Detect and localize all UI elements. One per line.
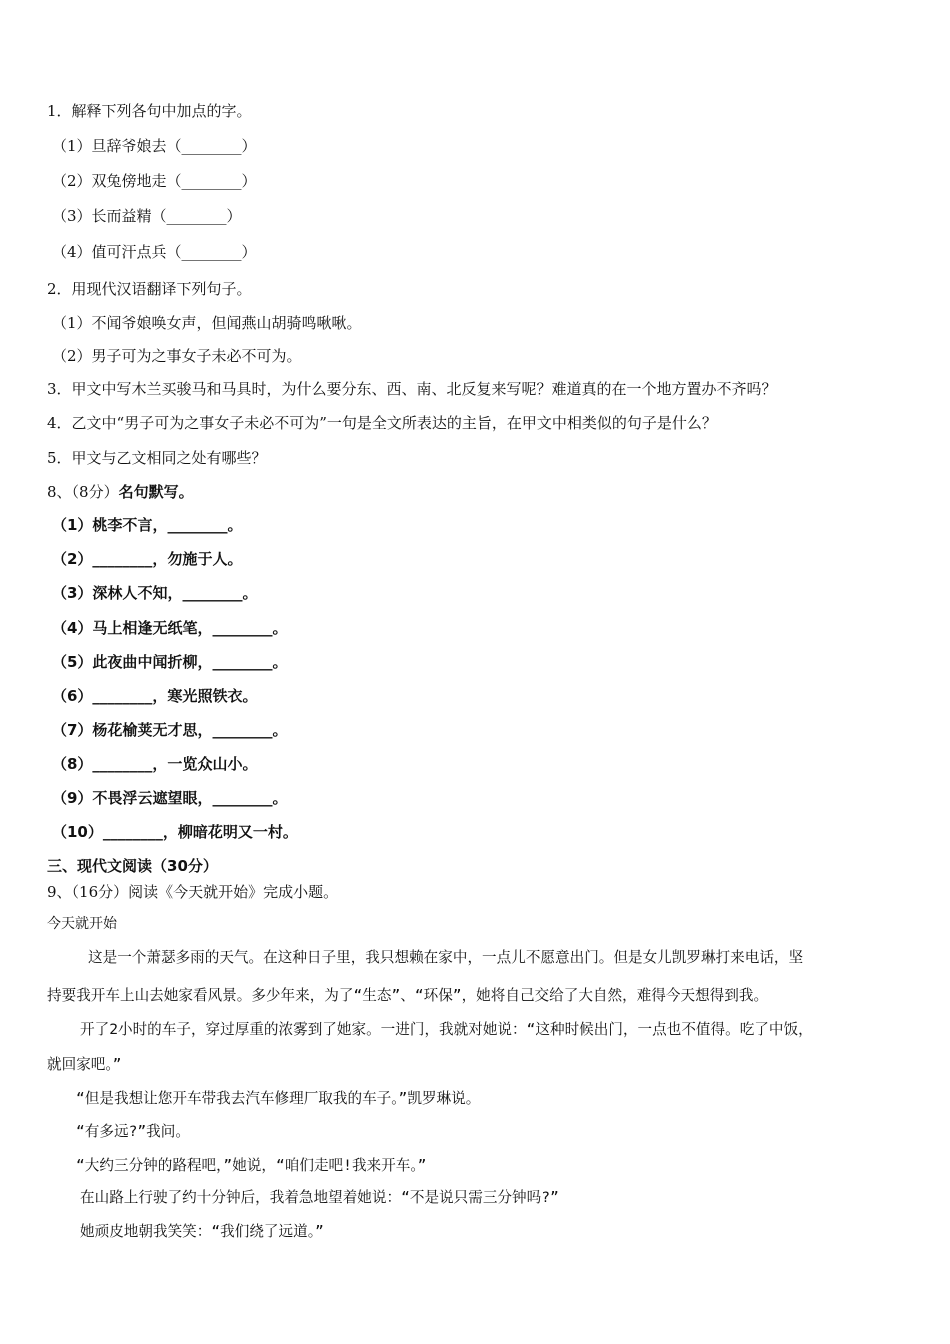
q7-sub1: 1．解释下列各句中加点的字。 bbox=[47, 102, 252, 120]
article-paragraph: 持要我开车上山去她家看风景。多少年来，为了“生态”、“环保”，她将自己交给了大自然，难得今天想得到我。 bbox=[47, 987, 769, 1004]
q8-item-9: （9）不畏浮云遮望眼，________。 bbox=[52, 789, 288, 807]
article-title: 今天就开始 bbox=[47, 916, 117, 932]
q8-item-3: （3）深林人不知，________。 bbox=[52, 584, 258, 602]
q8-item-8: （8）________，一览众山小。 bbox=[52, 755, 258, 773]
section-3-heading: 三、现代文阅读（30分） bbox=[47, 857, 218, 875]
article-paragraph: “大约三分钟的路程吧，”她说，“咱们走吧!我来开车。” bbox=[76, 1157, 427, 1174]
q8-item-10: （10）________，柳暗花明又一村。 bbox=[52, 823, 298, 841]
q9-intro: 9、（16分）阅读《今天就开始》完成小题。 bbox=[47, 883, 339, 901]
q7-item-4: （4）值可汗点兵（________） bbox=[52, 243, 257, 261]
q7-item-3: （3）长而益精（________） bbox=[52, 207, 242, 225]
q7-item-2: （2）双兔傍地走（________） bbox=[52, 172, 257, 190]
article-paragraph: 她顽皮地朝我笑笑：“我们绕了远道。” bbox=[80, 1223, 324, 1240]
article-paragraph: 这是一个萧瑟多雨的天气。在这种日子里，我只想赖在家中，一点儿不愿意出门。但是女儿凯罗琳打来电话，坚 bbox=[88, 949, 804, 966]
q8-item-2: （2）________，勿施于人。 bbox=[52, 550, 243, 568]
q7-sub3: 3．甲文中写木兰买骏马和马具时，为什么要分东、西、南、北反复来写呢？难道真的在一个地方置办不齐吗？ bbox=[47, 380, 777, 398]
q8-title: 名句默写。 bbox=[118, 483, 194, 501]
q8-item-6: （6）________，寒光照铁衣。 bbox=[52, 687, 258, 705]
q7-sub5: 5．甲文与乙文相同之处有哪些？ bbox=[47, 449, 267, 467]
q8-item-7: （7）杨花榆荚无才思，________。 bbox=[52, 721, 288, 739]
article-paragraph: “有多远?”我问。 bbox=[76, 1123, 190, 1140]
q7-sub4: 4．乙文中“男子可为之事女子未必不可为”一句是全文所表达的主旨，在甲文中相类似的句子是什么？ bbox=[47, 414, 717, 432]
q8-heading bbox=[47, 482, 194, 502]
q8-item-4: （4）马上相逢无纸笔，________。 bbox=[52, 619, 288, 637]
article-paragraph: 开了2小时的车子，穿过厚重的浓雾到了她家。一进门，我就对她说：“这种时候出门，一点也不值得。吃了中饭， bbox=[80, 1021, 813, 1038]
q8-item-1: （1）桃李不言，________。 bbox=[52, 516, 243, 534]
article-paragraph: 就回家吧。” bbox=[47, 1056, 122, 1073]
q8-item-5: （5）此夜曲中闻折柳，________。 bbox=[52, 653, 288, 671]
q7-item-1: （1）旦辞爷娘去（________） bbox=[52, 137, 257, 155]
q7-translate-2: （2）男子可为之事女子未必不可为。 bbox=[52, 347, 302, 365]
article-paragraph: “但是我想让您开车带我去汽车修理厂取我的车子。”凯罗琳说。 bbox=[76, 1090, 481, 1107]
q8-prefix: 8、（8分） bbox=[47, 483, 119, 501]
article-paragraph: 在山路上行驶了约十分钟后，我着急地望着她说：“不是说只需三分钟吗?” bbox=[80, 1189, 559, 1206]
q7-translate-1: （1）不闻爷娘唤女声，但闻燕山胡骑鸣啾啾。 bbox=[52, 314, 362, 332]
q7-sub2: 2．用现代汉语翻译下列句子。 bbox=[47, 280, 252, 298]
